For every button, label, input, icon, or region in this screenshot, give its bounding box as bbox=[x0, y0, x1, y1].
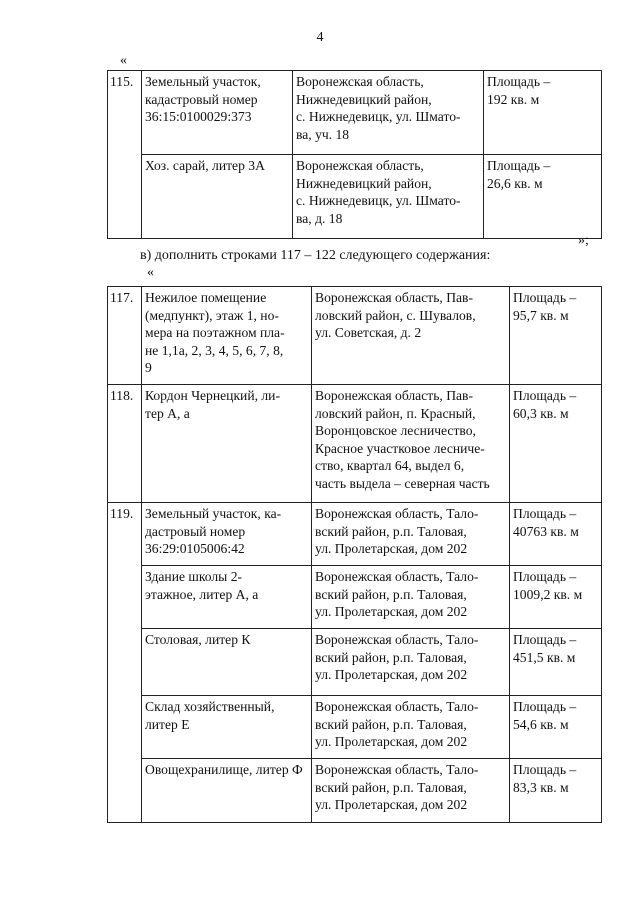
row-number bbox=[108, 696, 142, 759]
object-name: Земельный участок, кадастровый номер 36:15:0100029:373 bbox=[142, 71, 293, 155]
object-address: Воронежская область, Нижнедевицкий район, с. Нижнедевицк, ул. Шмато- ва, уч. 18 bbox=[293, 71, 484, 155]
object-area: Площадь – 40763 кв. м bbox=[510, 503, 602, 566]
object-name: Склад хозяйственный, литер Е bbox=[142, 696, 312, 759]
object-area: Площадь – 60,3 кв. м bbox=[510, 385, 602, 503]
row-number bbox=[108, 566, 142, 629]
object-address: Воронежская область, Тало- вский район, р.п. Таловая, ул. Пролетарская, дом 202 bbox=[312, 759, 510, 823]
opening-quote: « bbox=[120, 53, 127, 68]
table-row bbox=[108, 566, 602, 629]
table-row bbox=[108, 155, 602, 239]
table-row bbox=[108, 287, 602, 385]
row-number bbox=[108, 629, 142, 696]
object-address: Воронежская область, Тало- вский район, р.п. Таловая, ул. Пролетарская, дом 202 bbox=[312, 629, 510, 696]
row-number: 115. bbox=[108, 71, 142, 155]
object-area: Площадь – 192 кв. м bbox=[484, 71, 602, 155]
table-row bbox=[108, 696, 602, 759]
row-number: 118. bbox=[108, 385, 142, 503]
object-address: Воронежская область, Пав- ловский район, п. Красный, Воронцовское лесничество, Красное участковое лесниче- ство, квартал 64, выдел 6, часть выдела – северная часть bbox=[312, 385, 510, 503]
object-name: Здание школы 2- этажное, литер А, а bbox=[142, 566, 312, 629]
table-row bbox=[108, 629, 602, 696]
object-name: Кордон Чернецкий, ли- тер А, а bbox=[142, 385, 312, 503]
object-area: Площадь – 54,6 кв. м bbox=[510, 696, 602, 759]
row-number bbox=[108, 759, 142, 823]
object-area: Площадь – 83,3 кв. м bbox=[510, 759, 602, 823]
table-row bbox=[108, 759, 602, 823]
object-name: Земельный участок, ка- дастровый номер 36:29:0105006:42 bbox=[142, 503, 312, 566]
page-number: 4 bbox=[316, 30, 324, 45]
instruction-text: в) дополнить строками 117 – 122 следующего содержания: bbox=[140, 248, 491, 263]
property-table-1 bbox=[107, 70, 602, 239]
object-area: Площадь – 26,6 кв. м bbox=[484, 155, 602, 239]
opening-quote-2: « bbox=[147, 265, 154, 280]
object-name: Хоз. сарай, литер 3А bbox=[142, 155, 293, 239]
object-address: Воронежская область, Тало- вский район, р.п. Таловая, ул. Пролетарская, дом 202 bbox=[312, 503, 510, 566]
property-table-2 bbox=[107, 286, 602, 823]
object-name: Столовая, литер К bbox=[142, 629, 312, 696]
table-row bbox=[108, 385, 602, 503]
table-row bbox=[108, 71, 602, 155]
object-address: Воронежская область, Пав- ловский район, с. Шувалов, ул. Советская, д. 2 bbox=[312, 287, 510, 385]
object-area: Площадь – 451,5 кв. м bbox=[510, 629, 602, 696]
object-name: Овощехранилище, литер Ф bbox=[142, 759, 312, 823]
object-address: Воронежская область, Тало- вский район, р.п. Таловая, ул. Пролетарская, дом 202 bbox=[312, 566, 510, 629]
table-row bbox=[108, 503, 602, 566]
closing-quote: »; bbox=[578, 233, 589, 248]
row-number: 119. bbox=[108, 503, 142, 566]
object-area: Площадь – 95,7 кв. м bbox=[510, 287, 602, 385]
row-number: 117. bbox=[108, 287, 142, 385]
object-address: Воронежская область, Нижнедевицкий район, с. Нижнедевицк, ул. Шмато- ва, д. 18 bbox=[293, 155, 484, 239]
object-address: Воронежская область, Тало- вский район, р.п. Таловая, ул. Пролетарская, дом 202 bbox=[312, 696, 510, 759]
object-area: Площадь – 1009,2 кв. м bbox=[510, 566, 602, 629]
row-number bbox=[108, 155, 142, 239]
object-name: Нежилое помещение (медпункт), этаж 1, но- мера на поэтажном пла- не 1,1а, 2, 3, 4, 5, 6, 7, 8, 9 bbox=[142, 287, 312, 385]
